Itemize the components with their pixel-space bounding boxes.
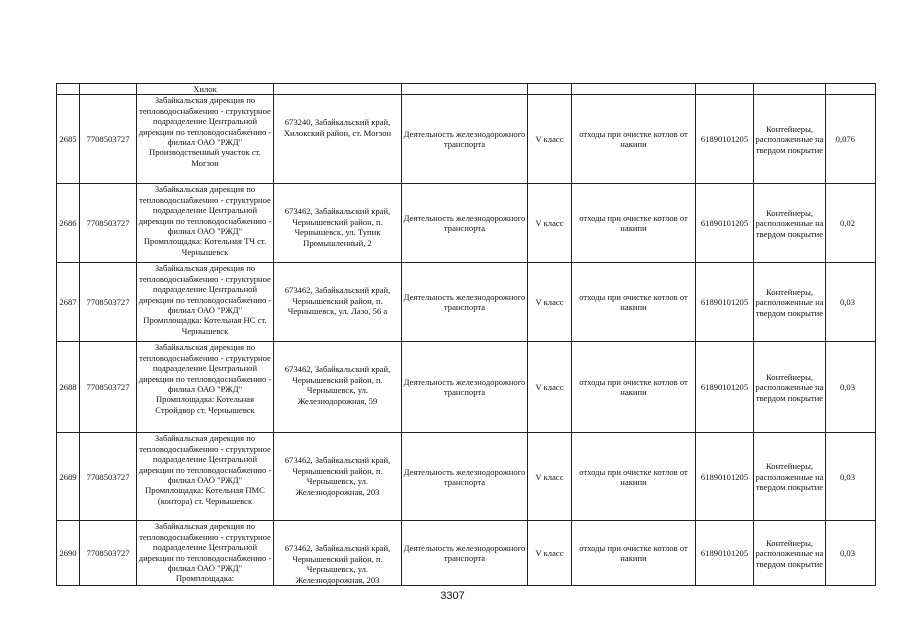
storage-cell: Контейнеры, расположенные на твердом покрытие [754,263,826,342]
table-row [57,342,876,433]
waste-type-cell: отходы при очистке котлов от накипи [572,184,696,263]
waste-code-cell: 61890101205 [696,184,754,263]
row-number-cell: 2690 [57,521,80,586]
storage-cell: Контейнеры, расположенные на твердом покрытие [754,342,826,433]
table-row [57,521,876,586]
page-number: 3307 [440,590,465,602]
table-row-continued [57,84,876,95]
row-number-cell: 2689 [57,433,80,521]
storage-cell: Контейнеры, расположенные на твердом покрытие [754,184,826,263]
row-number-cell: 2687 [57,263,80,342]
storage-cell: Контейнеры, расположенные на твердом покрытие [754,433,826,521]
amount-cell: 0,076 [826,95,876,184]
inn-cell: 7708503727 [80,263,137,342]
amount-cell: 0,03 [826,521,876,586]
hazard-class-cell: V класс [528,521,572,586]
storage-cell: Контейнеры, расположенные на твердом покрытие [754,95,826,184]
hazard-class-cell: V класс [528,95,572,184]
waste-code-cell: 61890101205 [696,433,754,521]
waste-code-cell: 61890101205 [696,342,754,433]
address-cell: 673462, Забайкальский край, Чернышевский район, п. Чернышевск, ул. Железнодорожная, 203 [274,521,402,586]
activity-cell: Деятельность железнодорожного транспорта [402,521,528,586]
waste-code-cell: 61890101205 [696,95,754,184]
org-cell: Хилок [137,84,274,95]
inn-cell: 7708503727 [80,95,137,184]
waste-code-cell: 61890101205 [696,521,754,586]
row-number-cell: 2685 [57,95,80,184]
inn-cell: 7708503727 [80,184,137,263]
hazard-class-cell: V класс [528,433,572,521]
table-row [57,433,876,521]
org-cell: Забайкальская дирекция по тепловодоснабжению - структурное подразделение Центральной дирекции по тепловодоснабжению - филиал ОАО "РЖД" Промплощадка: Котельная НС ст. Чернышевск [137,263,274,342]
address-cell: 673462, Забайкальский край, Чернышевский район, п. Чернышевск, ул. Тупик Промышленный, 2 [274,184,402,263]
org-cell: Забайкальская дирекция по тепловодоснабжению - структурное подразделение Центральной дирекции по тепловодоснабжению - филиал ОАО "РЖД" Промплощадка: Котельная ТЧ ст. Чернышевск [137,184,274,263]
activity-cell: Деятельность железнодорожного транспорта [402,342,528,433]
amount-cell: 0,03 [826,263,876,342]
org-cell: Забайкальская дирекция по тепловодоснабжению - структурное подразделение Центральной дирекции по тепловодоснабжению - филиал ОАО "РЖД" Промплощадка: Котельная ПМС (контора) ст. Чернышевск [137,433,274,521]
activity-cell: Деятельность железнодорожного транспорта [402,433,528,521]
address-cell: 673240, Забайкальский край, Хилокский район, ст. Могзон [274,95,402,184]
amount-cell: 0,03 [826,342,876,433]
hazard-class-cell: V класс [528,342,572,433]
org-cell: Забайкальская дирекция по тепловодоснабжению - структурное подразделение Центральной дирекции по тепловодоснабжению - филиал ОАО "РЖД" Промплощадка: [137,521,274,586]
storage-cell: Контейнеры, расположенные на твердом покрытие [754,521,826,586]
org-cell: Забайкальская дирекция по тепловодоснабжению - структурное подразделение Центральной дирекции по тепловодоснабжению - филиал ОАО "РЖД" Промплощадка: Котельная Стройдвор ст. Чернышевск [137,342,274,433]
hazard-class-cell: V класс [528,263,572,342]
row-number-cell: 2688 [57,342,80,433]
amount-cell: 0,03 [826,433,876,521]
waste-registry-table [56,83,876,586]
inn-cell: 7708503727 [80,521,137,586]
activity-cell: Деятельность железнодорожного транспорта [402,95,528,184]
table-row [57,95,876,184]
waste-type-cell: отходы при очистке котлов от накипи [572,263,696,342]
waste-type-cell: отходы при очистке котлов от накипи [572,521,696,586]
inn-cell: 7708503727 [80,342,137,433]
address-cell: 673462, Забайкальский край, Чернышевский район, п. Чернышевск, ул. Лазо, 56 а [274,263,402,342]
waste-code-cell: 61890101205 [696,263,754,342]
org-cell: Забайкальская дирекция по тепловодоснабжению - структурное подразделение Центральной дирекции по тепловодоснабжению - филиал ОАО "РЖД" Производственный участок ст. Могзон [137,95,274,184]
table-row [57,263,876,342]
address-cell: 673462, Забайкальский край, Чернышевский район, п. Чернышевск, ул. Железнодорожная, 59 [274,342,402,433]
address-cell: 673462, Забайкальский край, Чернышевский район, п. Чернышевск, ул. Железнодорожная, 203 [274,433,402,521]
table-row [57,184,876,263]
amount-cell: 0,02 [826,184,876,263]
waste-type-cell: отходы при очистке котлов от накипи [572,95,696,184]
inn-cell: 7708503727 [80,433,137,521]
hazard-class-cell: V класс [528,184,572,263]
waste-type-cell: отходы при очистке котлов от накипи [572,342,696,433]
row-number-cell: 2686 [57,184,80,263]
activity-cell: Деятельность железнодорожного транспорта [402,184,528,263]
activity-cell: Деятельность железнодорожного транспорта [402,263,528,342]
waste-type-cell: отходы при очистке котлов от накипи [572,433,696,521]
